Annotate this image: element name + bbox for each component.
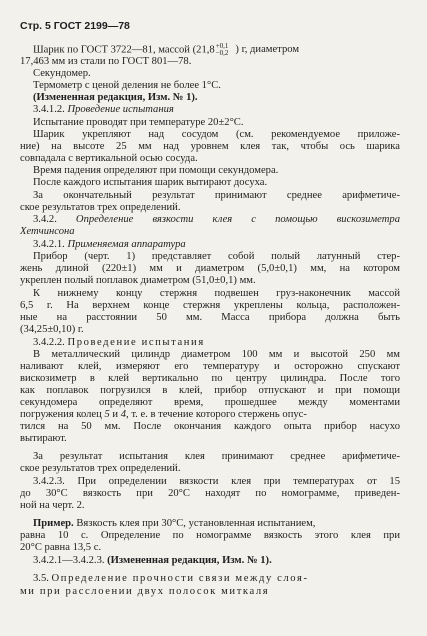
- text-l01a: Шарик по ГОСТ 3722—81, массой (21,8: [33, 44, 215, 56]
- section-title: Применяемая аппаратура: [67, 239, 186, 250]
- section-title: Проведение испытания: [67, 104, 174, 115]
- text-line-27: наливают клей, измеряют его температуру и осторожно спускают: [20, 361, 400, 372]
- amendment-note-1: (Измененная редакция, Изм. № 1).: [33, 92, 198, 103]
- section-number: 3.4.2.2.: [33, 337, 68, 348]
- text-l31a: погружения колец: [20, 409, 105, 420]
- section-3-4-2-1: [33, 239, 186, 251]
- section-range: 3.4.2.1—3.4.2.3.: [33, 555, 108, 566]
- amendment-note-2: [33, 555, 272, 567]
- text-line-11: Время падения определяют при помощи секундомера.: [33, 165, 279, 176]
- text-line-4: Термометр с ценой деления не более 1°С.: [33, 80, 221, 91]
- section-title: Определение прочности связи между слоя-: [51, 573, 309, 584]
- page-header: Стр. 5 ГОСТ 2199—78: [20, 20, 130, 32]
- text-line-30: секундомера определяют время, прошедшее между моментами: [20, 397, 400, 408]
- text-line-38: ной на черт. 2.: [20, 500, 85, 511]
- section-title: Проведение испытания: [67, 337, 205, 348]
- text-line-3: Секундомер.: [33, 68, 91, 79]
- section-title-cont-3-5: ми при расслоении двух полосок миткаля: [20, 586, 270, 597]
- text-l01b: ) г, диаметром: [235, 44, 300, 56]
- text-line-35: ское результатов трех определений.: [20, 463, 181, 474]
- text-line-2: 17,463 мм из стали по ГОСТ 801—78.: [20, 56, 192, 67]
- text-line-31: [20, 409, 400, 421]
- text-line-1: [33, 43, 400, 57]
- ring-number-4: 4: [120, 409, 127, 420]
- section-number: 3.4.2.: [33, 214, 76, 225]
- text-line-10: совпадала с вертикальной осью сосуда.: [20, 153, 198, 164]
- text-line-37: до 30°С вязкость при 20°С находят по номограмме, приведен-: [20, 488, 400, 499]
- tolerance-fraction: [216, 43, 229, 57]
- text-line-14: ское результатов трех определений.: [20, 202, 181, 213]
- section-number: 3.5.: [33, 573, 52, 584]
- amendment-text: (Измененная редакция, Изм. № 1).: [107, 555, 272, 566]
- section-3-5: [33, 573, 309, 585]
- text-line-18: Прибор (черт. 1) представляет собой полый латунный стер-: [33, 251, 400, 262]
- section-number: 3.4.2.1.: [33, 239, 68, 250]
- example-label: Пример.: [33, 518, 74, 529]
- text-line-33: вытирают.: [20, 433, 67, 444]
- text-line-28: вискозиметр в клей вертикально по центру цилиндра. После того: [20, 373, 400, 384]
- text-line-34: За результат испытания клея принимают среднее арифметиче-: [33, 451, 400, 462]
- section-title-cont: Хетчинсона: [20, 226, 75, 237]
- text-l31c: и: [109, 409, 121, 420]
- text-line-21: К нижнему концу стержня подвешен груз-наконечник массой: [33, 288, 400, 299]
- text-line-41: 20°С равна 13,5 с.: [20, 542, 102, 553]
- text-line-22: 6,5 г. На верхнем конце стержня укреплены кольца, расположен-: [20, 300, 400, 311]
- ring-number-5: 5: [104, 409, 110, 420]
- text-line-32: тился на 50 мм. После окончания каждого опыта прибор насухо: [20, 421, 400, 432]
- section-3-4-2-2: [33, 337, 205, 349]
- text-l31e: , т. е. в течение которого стержень опус-: [126, 409, 307, 420]
- text-line-26: В металлический цилиндр диаметром 100 мм и высотой 250 мм: [33, 349, 400, 360]
- text-line-36: 3.4.2.3. При определении вязкости клея при температурах от 15: [33, 476, 400, 487]
- text-line-23: ные на расстоянии 50 мм. Масса прибора должна быть: [20, 312, 400, 323]
- example-text: Вязкость клея при 30°С, установленная испытанием,: [73, 518, 316, 529]
- text-line-13: За окончательный результат принимают среднее арифметиче-: [33, 190, 400, 201]
- text-line-8: Шарик укрепляют над сосудом (см. рекомендуемое приложе-: [33, 129, 400, 140]
- text-line-19: жень длиной (220±1) мм и диаметром (5,0±0,1) мм, на котором: [20, 263, 400, 274]
- section-3-4-2: [33, 214, 400, 226]
- tolerance-upper: +0,1: [215, 42, 229, 50]
- example-line: [33, 518, 400, 530]
- section-3-4-1-2: [33, 104, 174, 116]
- text-line-29: как поплавок погрузился в клей, прибор отпускают и при помощи: [20, 385, 400, 396]
- section-number: 3.4.1.2.: [33, 104, 68, 115]
- text-line-7: Испытание проводят при температуре 20±2°С.: [33, 117, 244, 128]
- text-line-40: равна 10 с. Определение по номограмме вязкость этого клея при: [20, 530, 400, 541]
- text-line-9: ние) на высоте 25 мм над уровнем клея так, чтобы ось шарика: [20, 141, 400, 152]
- text-line-24: (34,25±0,10) г.: [20, 324, 84, 335]
- section-title: Определение вязкости клея с помощью вискозиметра: [75, 214, 400, 225]
- tolerance-lower: −0,2: [215, 49, 229, 57]
- text-line-20: укреплен полый поплавок диаметром (51,0±0,1) мм.: [20, 275, 256, 286]
- text-line-12: После каждого испытания шарик вытирают досуха.: [33, 177, 268, 188]
